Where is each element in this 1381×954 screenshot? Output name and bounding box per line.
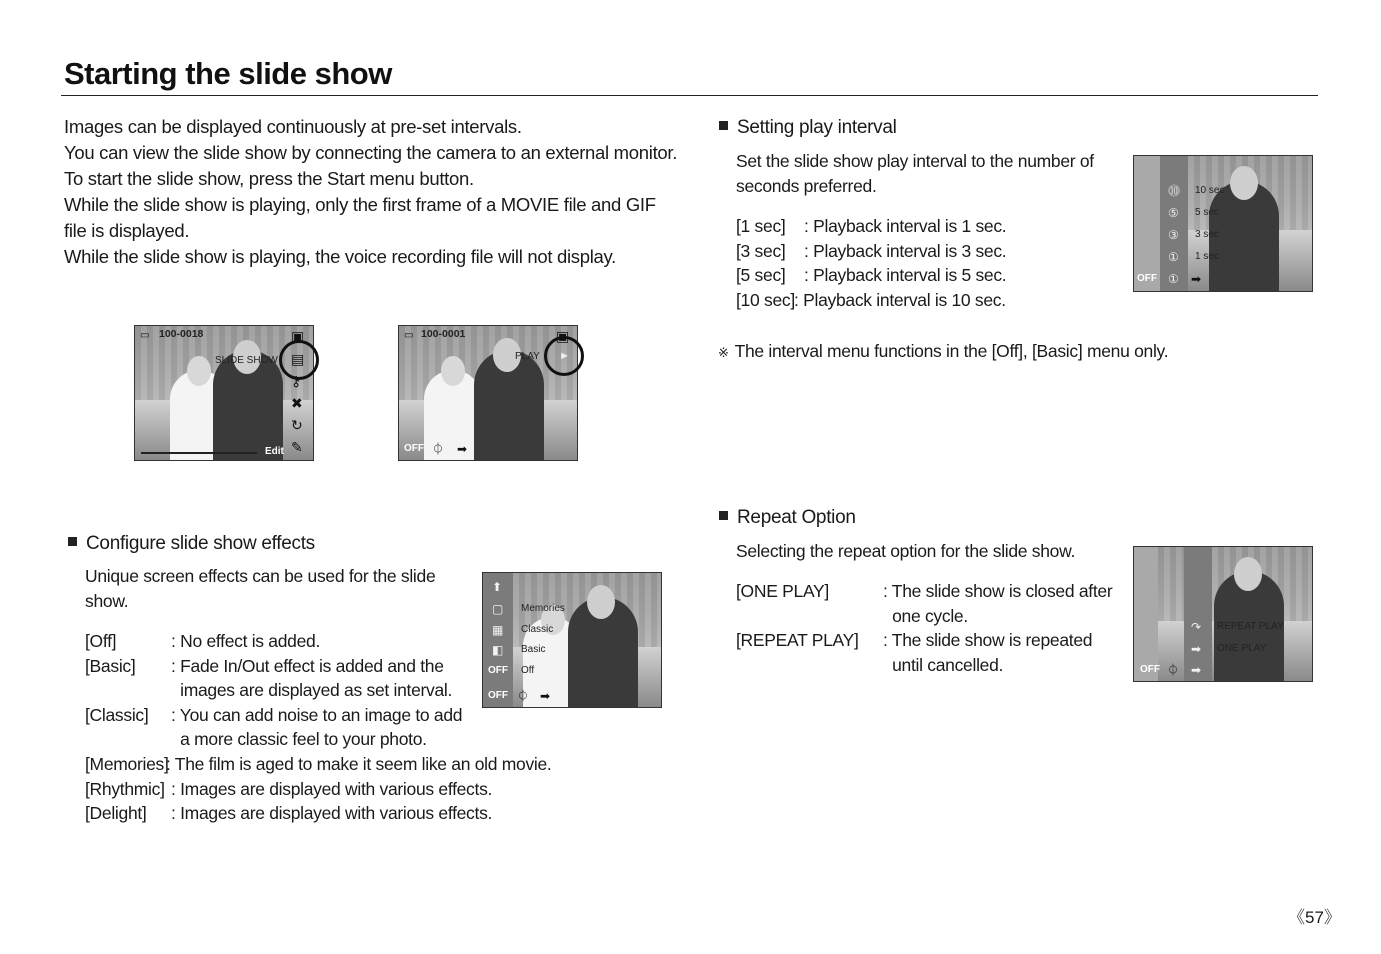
interval-desc-line: Set the slide show play interval to the number of [736,151,1094,171]
highlight-circle [544,336,584,376]
file-number: 100-0018 [159,328,204,340]
repeat-desc: Selecting the repeat option for the slide show. [736,541,1076,561]
effects-heading: Configure slide show effects [68,533,315,555]
one-play-icon: ➡ [1191,642,1202,656]
timer-icon: ① [1168,272,1179,286]
menu-item-memories: Memories [521,603,565,614]
menu-item-classic: Classic [521,624,554,635]
intro-line: To start the slide show, press the Start menu button. [64,168,474,189]
protect-key-icon: ⚷ [291,373,302,389]
rotate-icon: ↻ [291,417,303,433]
slideshow-label: SLIDE SHOW [215,355,278,366]
menu-item-3-sec: 3 sec [1195,229,1219,240]
menu-item-one-play: ONE PLAY [1217,643,1267,654]
menu-item-off: Off [521,665,535,676]
highlight-circle [279,340,319,380]
camera-screen-interval [1133,155,1313,292]
slideshow-icon: ▤ [291,351,305,367]
up-arrow-icon: ⬆ [492,580,503,594]
menu-item-5-sec: 5 sec [1195,207,1219,218]
intro-line: You can view the slide show by connecting the camera to an external monitor. [64,142,678,163]
title-divider [61,95,1318,96]
arrow-right-icon: ➡ [1191,272,1202,286]
reference-mark-icon: ※ [718,345,729,360]
menu-icon-strip [1184,547,1212,681]
timer-icon: ⏀ [1167,663,1180,677]
camera-screen-effects [482,572,662,708]
menu-item-basic: Basic [521,644,546,655]
progress-bar [141,452,257,454]
menu-item-10-sec: 10 sec [1195,185,1225,196]
bullet-square-icon [719,511,728,520]
folder-icon: ▭ [140,330,150,341]
page-number: 《57》 [1288,908,1341,927]
settings-icon: ✎ [291,439,303,455]
timer-10-icon: ⓾ [1168,184,1181,198]
interval-desc-line: seconds preferred. [736,176,877,196]
off-label: OFF [404,443,424,454]
basic-icon: ◧ [492,643,504,657]
arrow-right-icon: ➡ [540,689,551,703]
play-mode-icon: ▣ [556,328,570,344]
menu-item-1-sec: 1 sec [1195,251,1219,262]
edit-label: Edit [265,446,284,457]
repeat-icon: ↷ [1191,620,1202,634]
delete-icon: ✖ [291,395,303,411]
interval-note: ※ The interval menu functions in the [Off], [Basic] menu only. [718,341,1169,361]
effects-desc-line: show. [85,591,129,611]
off-label: OFF [1140,664,1160,675]
menu-icon-strip [1160,156,1188,291]
effects-desc-line: Unique screen effects can be used for the slide [85,566,436,586]
intro-line: While the slide show is playing, only the first frame of a MOVIE file and GIF [64,194,656,215]
play-label: PLAY [515,351,540,362]
intro-line: Images can be displayed continuously at pre-set intervals. [64,116,522,137]
play-mode-icon: ▣ [291,328,305,344]
memories-icon: ▢ [492,602,504,616]
intro-line: file is displayed. [64,220,190,241]
bullet-square-icon [68,537,77,546]
intro-paragraph [64,114,677,270]
timer-icon: ⏀ [432,442,445,456]
timer-1-icon: ① [1168,250,1179,264]
page-title: Starting the slide show [64,56,392,91]
camera-screen-repeat [1133,546,1313,682]
off-label: OFF [488,690,508,701]
arrow-right-icon: ➡ [457,442,468,456]
timer-icon: ⏀ [517,689,530,703]
timer-3-icon: ③ [1168,228,1179,242]
folder-icon: ▭ [404,330,414,341]
classic-icon: ▦ [492,623,504,637]
intro-line: While the slide show is playing, the voice recording file will not display. [64,246,616,267]
bullet-square-icon [719,121,728,130]
repeat-heading: Repeat Option [719,507,856,529]
file-number: 100-0001 [421,328,466,340]
off-label: OFF [1137,273,1157,284]
off-icon-label: OFF [488,665,508,676]
menu-item-repeat-play: REPEAT PLAY [1217,621,1284,632]
play-icon: ► [559,350,570,362]
timer-5-icon: ⑤ [1168,206,1179,220]
interval-heading: Setting play interval [719,117,897,139]
arrow-right-icon: ➡ [1191,663,1202,677]
